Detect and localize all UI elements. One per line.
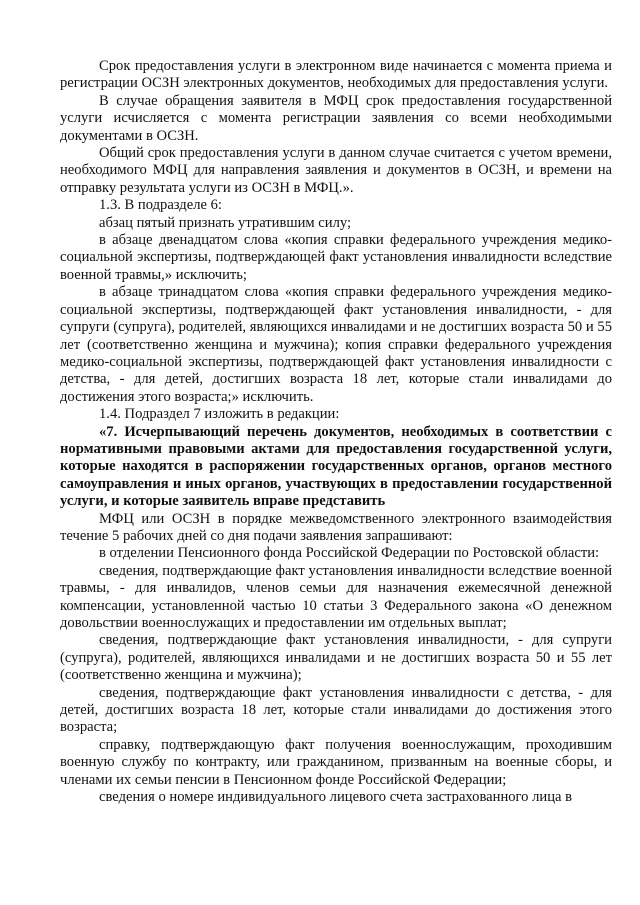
- document-page: [60, 58, 612, 806]
- paragraph-interagency-request: МФЦ или ОСЗН в порядке межведомственного электронного взаимодействия течение 5 рабочих дней со дня подачи заявления запрашивают:: [60, 510, 612, 544]
- paragraph-fifth-void: абзац пятый признать утратившим силу;: [99, 214, 352, 231]
- paragraph-military-injury: сведения, подтверждающие факт установления инвалидности вследствие военной травмы, - для инвалидов, членов семьи для назначения ежемесячной денежной компенсации, установленной частью 10 статьи 3 Федерального закона «О денежном довольствии военнослужащих и предоставлении им отдельных выплат;: [60, 562, 612, 631]
- paragraph-childhood-disability: сведения, подтверждающие факт установления инвалидности с детства, - для детей, достигших возраста 18 лет, которые стали инвалидами до достижения этого возраста;: [60, 684, 612, 736]
- section-7-heading: «7. Исчерпывающий перечень документов, необходимых в соответствии с нормативными правовыми актами для предоставления государственной услуги, которые находятся в распоряжении государственных органов, органов местного самоуправления и иных органов, участвующих в предоставлении государственной услуги, и которые заявитель вправе представить: [60, 423, 612, 510]
- paragraph-total-term: Общий срок предоставления услуги в данном случае считается с учетом времени, необходимого МФЦ для направления заявления и документов в ОСЗН, и времени на отправку результата услуги из ОСЗН в МФЦ.».: [60, 145, 612, 196]
- paragraph-pension-fund: в отделении Пенсионного фонда Российской Федерации по Ростовской области:: [99, 545, 600, 562]
- paragraph-thirteenth: в абзаце тринадцатом слова «копия справки федерального учреждения медико-социальной экспертизы, подтверждающей факт установления инвалидности, - для супруги (супруга), родителей, являющихся инвалидами и не достигших возраста 50 и 55 лет (соответственно женщина и мужчина); копия справки федерального учреждения медико-социальной экспертизы, подтверждающей факт установления инвалидности с детства, - для детей, достигших возраста 18 лет, которые стали инвалидами до достижения этого возраста;» исключить.: [60, 284, 612, 405]
- paragraph-service-term-electronic: Срок предоставления услуги в электронном виде начинается с момента приема и регистрации ОСЗН электронных документов, необходимых для предоставления услуги.: [60, 58, 612, 92]
- paragraph-twelfth: в абзаце двенадцатом слова «копия справки федерального учреждения медико-социальной экспертизы, подтверждающей факт установления инвалидности вследствие военной травмы,» исключить;: [60, 232, 612, 283]
- paragraph-spouse-parents: сведения, подтверждающие факт установления инвалидности, - для супруги (супруга), родителей, являющихся инвалидами и не достигших возраста 50 и 55 лет (соответственно женщина и мужчина);: [60, 632, 612, 684]
- paragraph-item-1-3: 1.3. В подразделе 6:: [99, 197, 222, 214]
- paragraph-insurance-account: сведения о номере индивидуального лицевого счета застрахованного лица в: [99, 789, 573, 806]
- paragraph-mfc-term: В случае обращения заявителя в МФЦ срок предоставления государственной услуги исчисляется с момента регистрации заявления со всеми необходимыми документами в ОСЗН.: [60, 92, 612, 144]
- paragraph-pension-certificate: справку, подтверждающую факт получения военнослужащим, проходившим военную службу по контракту, или гражданином, призванным на военные сборы, и членами их семьи пенсии в Пенсионном фонде Российской Федерации;: [60, 736, 612, 788]
- paragraph-item-1-4: 1.4. Подраздел 7 изложить в редакции:: [99, 406, 340, 423]
